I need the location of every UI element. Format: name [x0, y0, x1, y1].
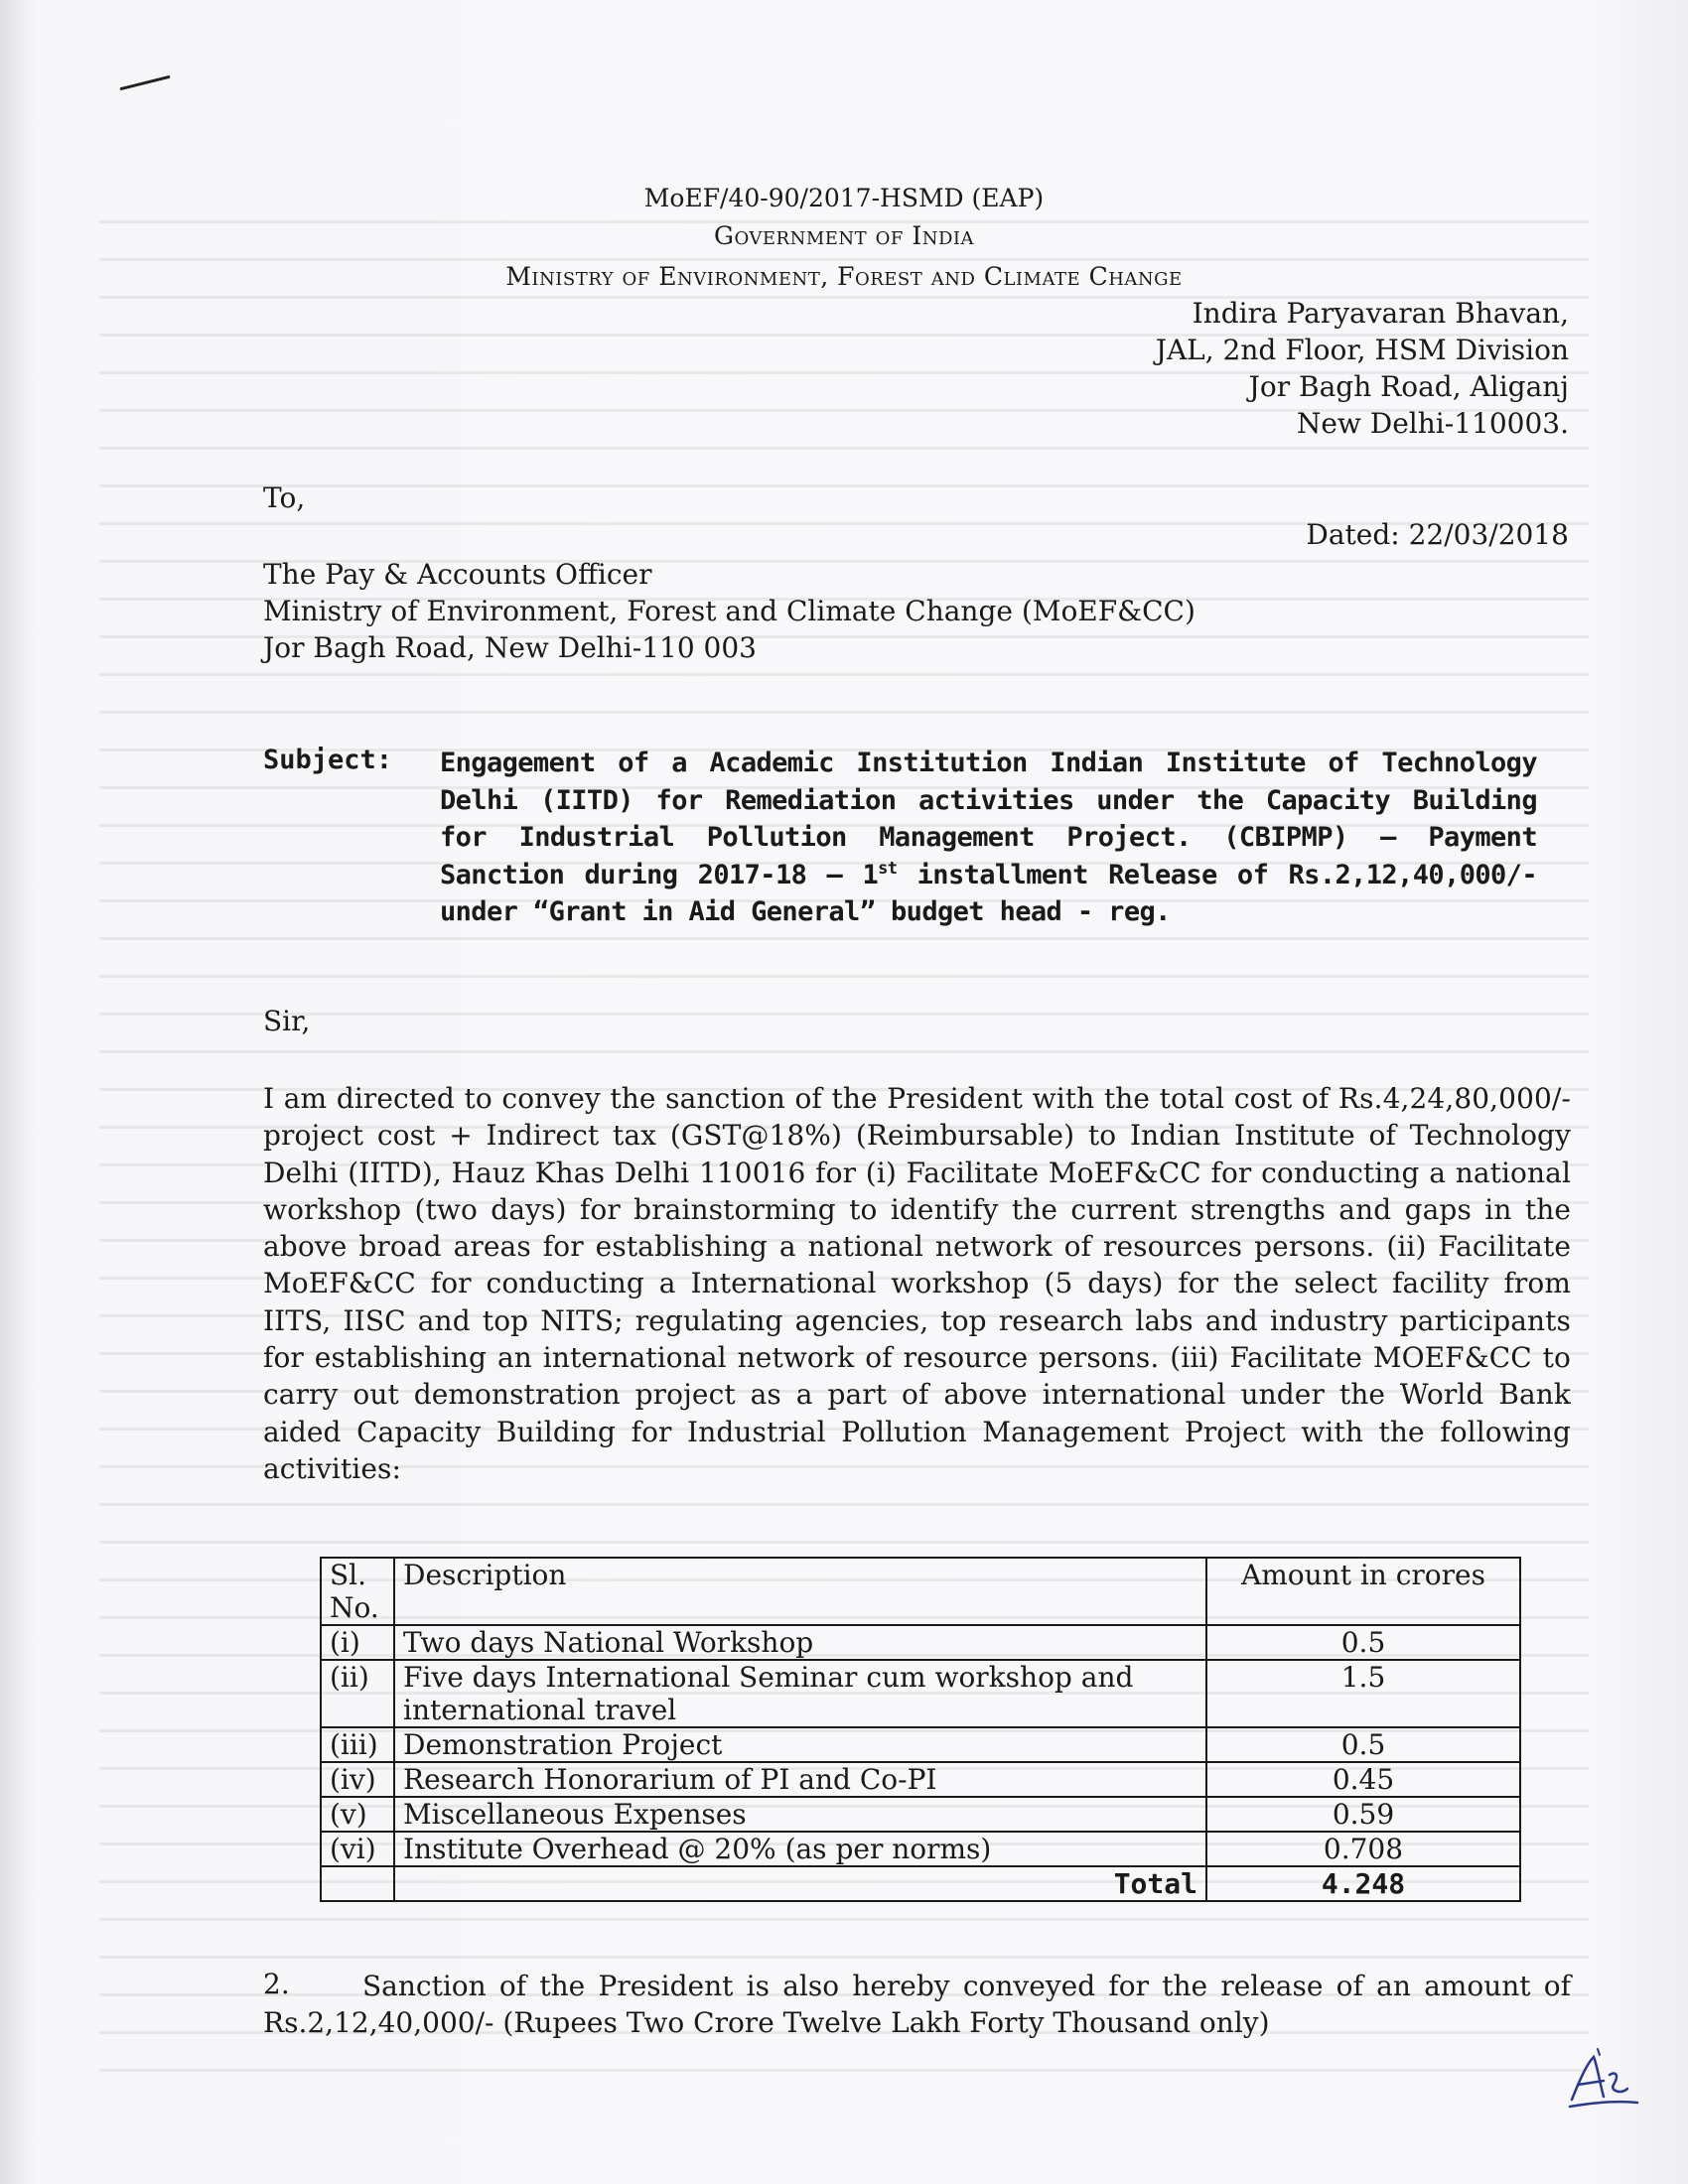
cell-description: Two days National Workshop — [394, 1625, 1206, 1660]
cell-description: Five days International Seminar cum workshop and international travel — [394, 1660, 1206, 1727]
table-row — [321, 1660, 1520, 1727]
cell-description: Institute Overhead @ 20% (as per norms) — [394, 1832, 1206, 1866]
address-line: Indira Paryavaran Bhavan, — [1192, 297, 1569, 330]
activity-cost-table — [320, 1557, 1521, 1902]
subject-text — [440, 745, 1537, 931]
header-description: Description — [394, 1558, 1206, 1625]
cell-sl: (iv) — [321, 1762, 394, 1797]
table-row — [321, 1797, 1520, 1832]
subject-superscript: st — [878, 858, 898, 879]
paragraph-2-number: 2. — [263, 1968, 290, 2000]
cell-amount: 0.45 — [1206, 1762, 1520, 1797]
address-line: Jor Bagh Road, Aliganj — [1248, 370, 1569, 403]
header-amount: Amount in crores — [1206, 1558, 1520, 1625]
file-number: MoEF/40-90/2017-HSMD (EAP) — [643, 184, 1045, 212]
ministry-heading: Ministry of Environment, Forest and Climate Change — [505, 262, 1183, 291]
paragraph-2: Sanction of the President is also hereby conveyed for the release of an amount of Rs.2,12,40,000/- (Rupees Two Crore Twelve Lakh Forty Thousand only) — [263, 1970, 1571, 2040]
handwritten-initials-mark — [1564, 2045, 1643, 2115]
recipient-address — [263, 556, 1196, 666]
recipient-line: The Pay & Accounts Officer — [263, 558, 652, 591]
scan-shadow — [0, 0, 30, 2184]
cell-sl: (ii) — [321, 1660, 394, 1727]
cell-description: Research Honorarium of PI and Co-PI — [394, 1762, 1206, 1797]
cell-amount: 0.5 — [1206, 1727, 1520, 1762]
address-line: New Delhi-110003. — [1296, 407, 1569, 440]
recipient-line: Jor Bagh Road, New Delhi-110 003 — [263, 631, 757, 664]
address-line: JAL, 2nd Floor, HSM Division — [1155, 334, 1569, 366]
cell-description: Miscellaneous Expenses — [394, 1797, 1206, 1832]
table-row — [321, 1625, 1520, 1660]
cell-amount: 1.5 — [1206, 1660, 1520, 1727]
government-heading: Government of India — [714, 221, 974, 250]
subject-label: Subject: — [263, 745, 393, 775]
total-value: 4.248 — [1206, 1866, 1520, 1901]
date-line: Dated: 22/03/2018 — [1306, 518, 1569, 551]
table-row — [321, 1727, 1520, 1762]
paragraph-1: I am directed to convey the sanction of the President with the total cost of Rs.4,24,80,000/- project cost + Indirect tax (GST@18%) (Reimbursable) to Indian Institute of Technology Delhi (IITD), Hauz Khas Delhi 110016 for (i) Facilitate MoEF&CC for conducting a national workshop (two days) for brainstorming to identify the current strengths and gaps in the above broad areas for establishing a national network of resources persons. (ii) Facilitate MoEF&CC for conducting a International workshop (5 days) for the select facility from IITS, IISC and top NITS; regulating agencies, top research labs and industry participants for establishing an international network of resource persons. (iii) Facilitate MOEF&CC to carry out demonstration project as a part of above international under the World Bank aided Capacity Building for Industrial Pollution Management Project with the following activities: — [263, 1082, 1571, 1485]
cell-sl: (vi) — [321, 1832, 394, 1866]
sender-address — [1156, 295, 1569, 442]
table-total-row — [321, 1866, 1520, 1901]
to-label: To, — [263, 481, 306, 514]
table-header-row — [321, 1558, 1520, 1625]
table-row — [321, 1832, 1520, 1866]
cell-sl: (i) — [321, 1625, 394, 1660]
table-row — [321, 1762, 1520, 1797]
header-sl-no: Sl. No. — [321, 1558, 394, 1625]
salutation: Sir, — [263, 1005, 311, 1037]
cell-sl: (v) — [321, 1797, 394, 1832]
cell-amount: 0.708 — [1206, 1832, 1520, 1866]
cell-empty — [321, 1866, 394, 1901]
cell-sl: (iii) — [321, 1727, 394, 1762]
cell-amount: 0.5 — [1206, 1625, 1520, 1660]
subject-part: Engagement of a Academic Institution Indian Institute of Technology Delhi (IITD) for Remediation activities under the Capacity Building for Industrial Pollution Management Project. (CBIPMP) – Payment Sanction during 2017-18 – 1 — [440, 748, 1537, 890]
subject-part: installment Release of Rs.2,12,40,000/- under “Grant in Aid General” budget head - reg. — [440, 859, 1537, 927]
total-label: Total — [394, 1866, 1206, 1901]
recipient-line: Ministry of Environment, Forest and Climate Change (MoEF&CC) — [263, 595, 1196, 627]
cell-amount: 0.59 — [1206, 1797, 1520, 1832]
cell-description: Demonstration Project — [394, 1727, 1206, 1762]
pen-stroke-mark — [119, 75, 170, 90]
